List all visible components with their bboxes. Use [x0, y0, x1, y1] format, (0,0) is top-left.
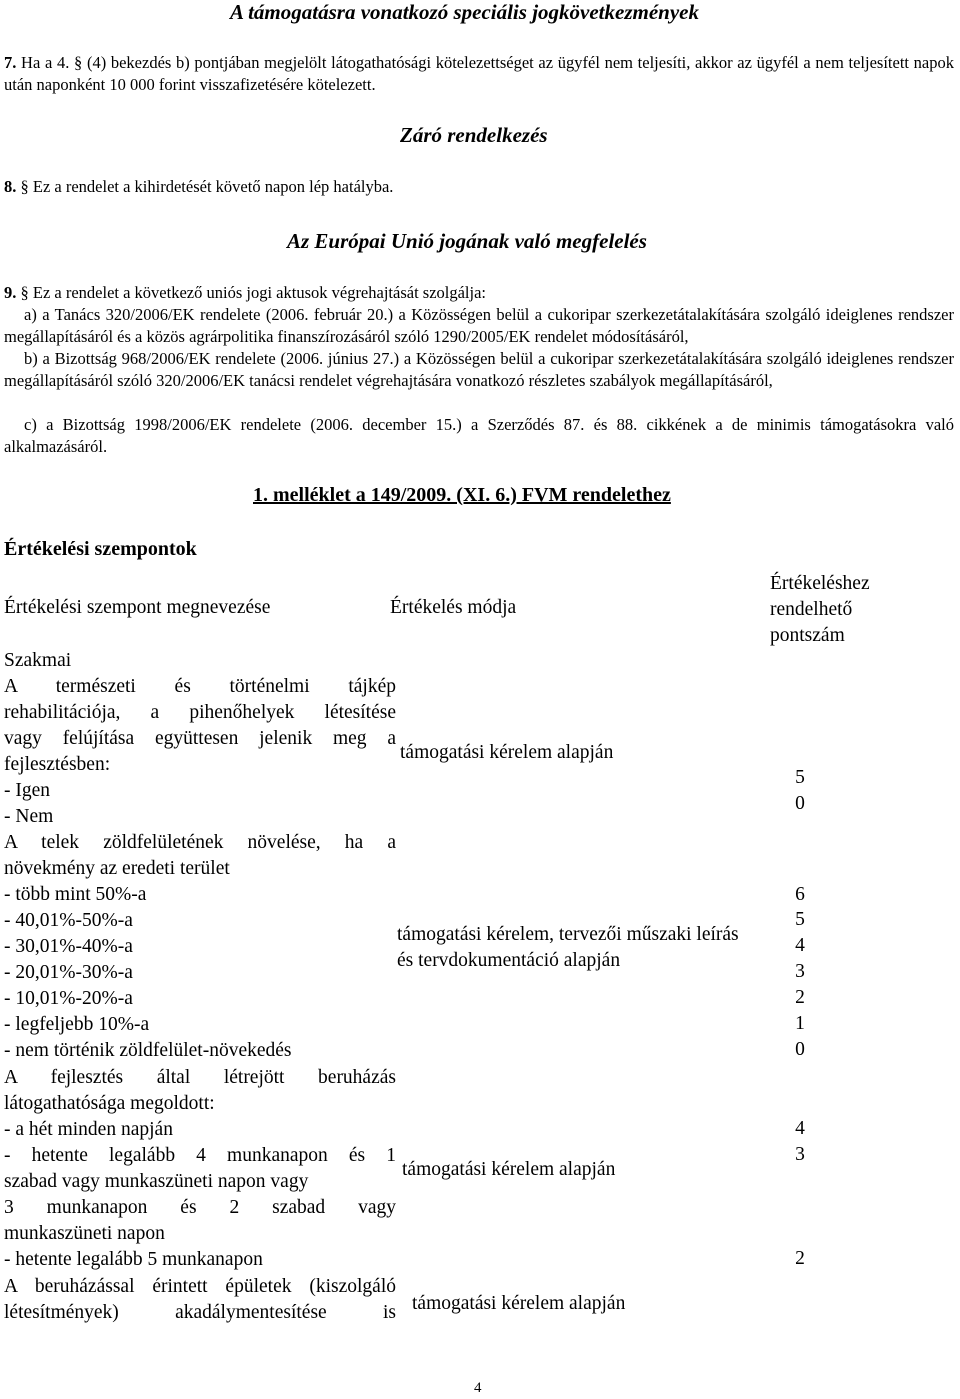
points-no: 0 [795, 793, 805, 814]
method-accessibility-hours: támogatási kérelem alapján [402, 1159, 616, 1180]
criterion-landscape-line4: fejlesztésben: [4, 754, 111, 775]
green-range-20-30: - 20,01%-30%-a [4, 962, 133, 983]
green-range-max-10: - legfeljebb 10%-a [4, 1014, 150, 1035]
paragraph-7-number: 7. [4, 53, 17, 72]
criterion-barrier-free-line2: létesítmények) akadálymentesítése is [4, 1302, 396, 1323]
paragraph-9-item-b: b) a Bizottság 968/2006/EK rendelete (2006. június 27.) a Közösségen belül a cukoripar szerkezetátalakítására szolgáló ideiglenes rendszer megállapításáról szóló 320/2006/EK tanácsi rendelet végrehajtására vonatkozó részletes szabályok megállapításáról, [4, 349, 954, 390]
method-barrier-free: támogatási kérelem alapján [412, 1293, 626, 1314]
points-4-workdays: 3 [795, 1144, 805, 1165]
points-40-50: 5 [795, 909, 805, 930]
green-range-none: - nem történik zöldfelület-növekedés [4, 1040, 292, 1061]
paragraph-8-number: 8. [4, 177, 17, 196]
paragraph-9-item-a: a) a Tanács 320/2006/EK rendelete (2006. február 20.) a Közösségen belül a cukoripar szerkezetátalakítására szolgáló ideiglenes rendszer megállapításáról és a közös agrárpolitika finanszírozásáról szóló 1290/2005/EK rendelet módosításáról, [4, 305, 954, 346]
column-header-points-line3: pontszám [770, 625, 845, 646]
paragraph-8-text: § Ez a rendelet a kihirdetését követő napon lép hatályba. [16, 177, 394, 196]
access-4-workdays-line1: - hetente legalább 4 munkanapon és 1 [4, 1145, 396, 1166]
criterion-green-area-line1: A telek zöldfelületének növelése, ha a [4, 832, 396, 853]
paragraph-7 [4, 52, 954, 96]
criterion-landscape [4, 674, 396, 830]
points-every-day: 4 [795, 1118, 805, 1139]
method-green-area-line2: és tervdokumentáció alapján [397, 950, 621, 971]
column-header-criterion: Értékelési szempont megnevezése [4, 597, 271, 618]
paragraph-9-item-c: c) a Bizottság 1998/2006/EK rendelete (2006. december 15.) a Szerződés 87. és 88. cikkének a de minimis támogatásokra való alkalmazásáról. [4, 415, 954, 456]
paragraph-9-number: 9. [4, 283, 17, 302]
criterion-landscape-line2: rehabilitációja, a pihenőhelyek létesítése [4, 702, 396, 723]
points-max-10: 1 [795, 1013, 805, 1034]
points-10-20: 2 [795, 987, 805, 1008]
points-30-40: 4 [795, 935, 805, 956]
method-landscape: támogatási kérelem alapján [400, 742, 614, 763]
points-5-workdays: 2 [795, 1248, 805, 1269]
access-4-workdays-line4: munkaszüneti napon [4, 1223, 165, 1244]
method-green-area [397, 922, 739, 974]
option-no: - Nem [4, 806, 54, 827]
paragraph-8 [4, 176, 954, 198]
column-header-method: Értékelés módja [390, 597, 517, 618]
points-none: 0 [795, 1039, 805, 1060]
page-number: 4 [474, 1380, 482, 1396]
points-yes: 5 [795, 767, 805, 788]
annex-title: 1. melléklet a 149/2009. (XI. 6.) FVM rendelethez [253, 484, 671, 506]
criterion-landscape-line3: vagy felújítása együttesen jelenik meg a [4, 728, 396, 749]
access-4-workdays-line2: szabad vagy munkaszüneti napon vagy [4, 1171, 309, 1192]
green-range-over-50: - több mint 50%-a [4, 884, 147, 905]
points-over-50: 6 [795, 884, 805, 905]
access-5-workdays: - hetente legalább 5 munkanapon [4, 1249, 263, 1270]
criterion-accessibility-line1: A fejlesztés által létrejött beruházás [4, 1067, 396, 1088]
access-every-day: - a hét minden napján [4, 1119, 173, 1140]
column-header-points [770, 571, 870, 649]
option-yes: - Igen [4, 780, 51, 801]
category-label: Szakmai [4, 650, 72, 671]
criterion-accessibility-hours [4, 1065, 396, 1273]
green-range-30-40: - 30,01%-40%-a [4, 936, 133, 957]
paragraph-9-intro [4, 282, 954, 304]
heading-eu-compliance: Az Európai Unió jogának való megfelelés [287, 229, 647, 253]
paragraph-7-text: Ha a 4. § (4) bekezdés b) pontjában megjelölt látogathatósági kötelezettséget az ügyfél nem teljesíti, akkor az ügyfél a nem teljesített napok után naponként 10 000 forint visszafizetésére kötelezett. [4, 53, 954, 94]
criterion-green-area [4, 830, 396, 1064]
green-range-40-50: - 40,01%-50%-a [4, 910, 133, 931]
points-20-30: 3 [795, 961, 805, 982]
column-header-points-line2: rendelhető [770, 599, 853, 620]
criterion-landscape-line1: A természeti és történelmi tájkép [4, 676, 396, 697]
method-green-area-line1: támogatási kérelem, tervezői műszaki leírás [397, 924, 739, 945]
column-header-points-line1: Értékeléshez [770, 573, 870, 594]
access-4-workdays-line3: 3 munkanapon és 2 szabad vagy [4, 1197, 396, 1218]
heading-final-provision: Záró rendelkezés [400, 123, 548, 147]
criterion-barrier-free-line1: A beruházással érintett épületek (kiszolgáló [4, 1276, 396, 1297]
criteria-title: Értékelési szempontok [4, 538, 197, 560]
green-range-10-20: - 10,01%-20%-a [4, 988, 133, 1009]
criterion-green-area-line2: növekmény az eredeti terület [4, 858, 230, 879]
criterion-accessibility-line2: látogathatósága megoldott: [4, 1093, 215, 1114]
criterion-barrier-free [4, 1274, 396, 1326]
paragraph-9-intro-text: § Ez a rendelet a következő uniós jogi aktusok végrehajtását szolgálja: [16, 283, 487, 302]
heading-special-consequences: A támogatásra vonatkozó speciális jogkövetkezmények [230, 0, 699, 24]
